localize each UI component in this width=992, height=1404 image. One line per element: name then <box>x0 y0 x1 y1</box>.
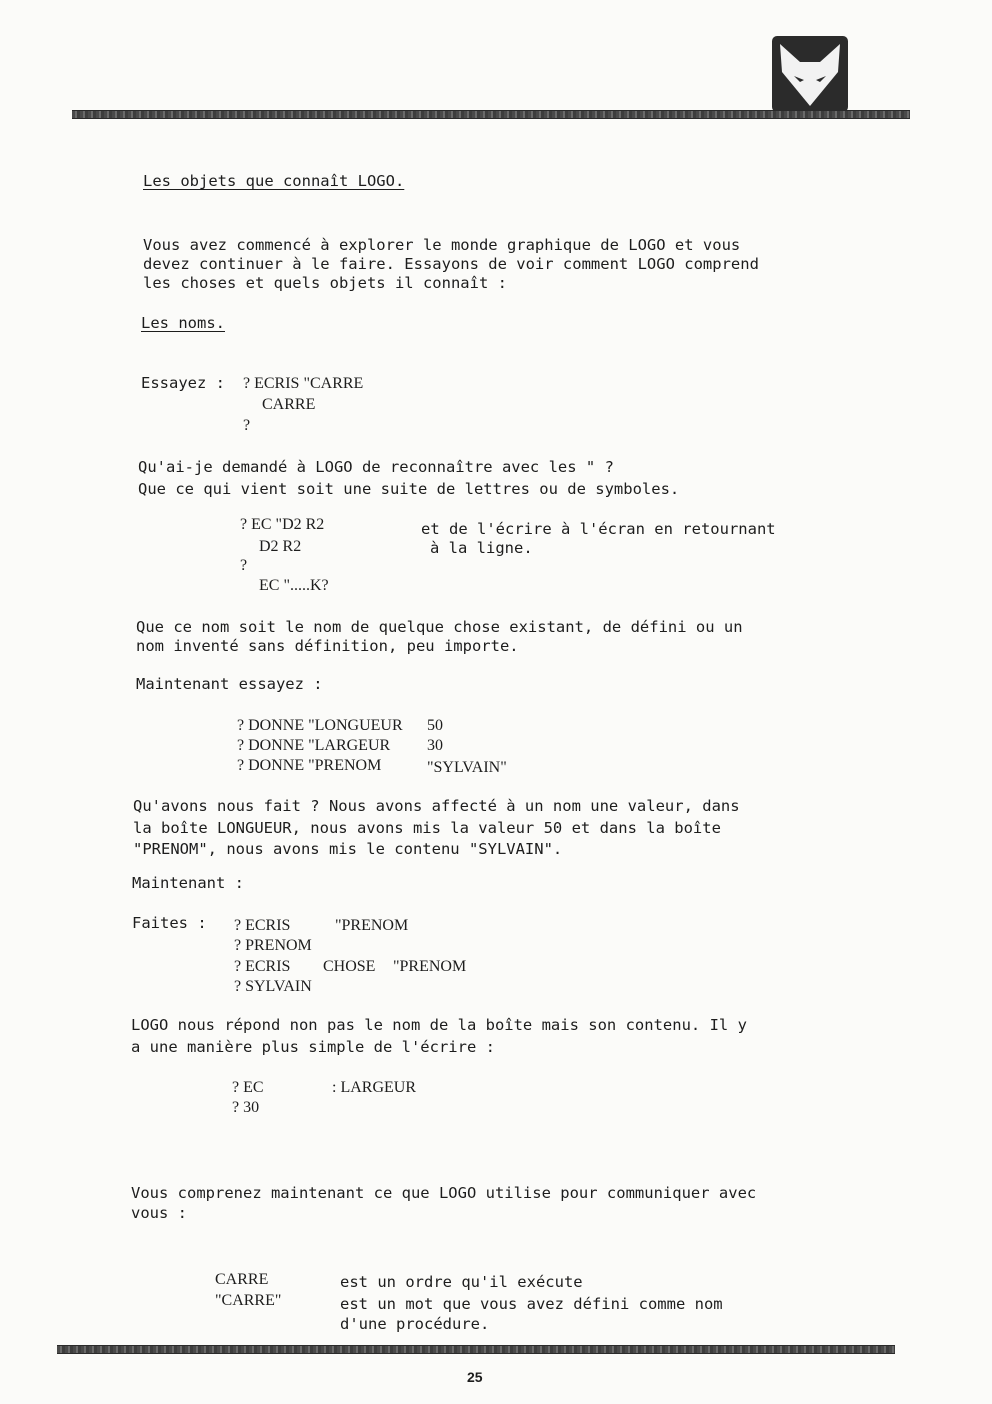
code-line: ? EC "D2 R2 <box>240 516 325 533</box>
code-line: ? SYLVAIN <box>234 978 312 995</box>
question-line: Qu'ai-je demandé à LOGO de reconnaître avec les " ? <box>138 458 614 476</box>
code-line: "PRENOM <box>393 958 467 975</box>
code-line: ? ECRIS <box>234 917 291 934</box>
paragraph-line: nom inventé sans définition, peu importe. <box>136 637 519 655</box>
code-line: ? EC <box>232 1079 264 1096</box>
definition-term: CARRE <box>215 1271 269 1288</box>
code-line: ? <box>240 557 248 574</box>
code-line: CARRE <box>262 396 316 413</box>
essayez-label: Essayez : <box>141 374 225 392</box>
footer-rule <box>57 1345 895 1354</box>
code-line: ? ECRIS "CARRE <box>243 375 364 392</box>
paragraph-line: vous : <box>131 1204 187 1222</box>
paragraph-line: Que ce nom soit le nom de quelque chose existant, de défini ou un <box>136 618 743 636</box>
definition-desc: est un mot que vous avez défini comme nom <box>340 1295 723 1313</box>
code-line: : LARGEUR <box>332 1079 416 1096</box>
code-line: ? ECRIS <box>234 958 291 975</box>
intro-line: Vous avez commencé à explorer le monde graphique de LOGO et vous <box>143 236 741 254</box>
code-value: 30 <box>427 737 443 754</box>
intro-line: les choses et quels objets il connaît : <box>143 274 507 292</box>
code-line: ? DONNE "LARGEUR <box>237 737 391 754</box>
code-line: ? PRENOM <box>234 937 312 954</box>
code-line: "PRENOM <box>335 917 409 934</box>
code-line: ? 30 <box>232 1099 260 1116</box>
section-heading-noms: Les noms. <box>141 314 225 332</box>
paragraph-line: Qu'avons nous fait ? Nous avons affecté à un nom une valeur, dans <box>133 797 740 815</box>
code-line: D2 R2 <box>259 538 302 555</box>
code-line: ? <box>243 417 251 434</box>
ec-note-line: et de l'écrire à l'écran en retournant <box>421 520 776 538</box>
fox-logo-icon <box>772 36 848 112</box>
faites-label: Faites : <box>132 914 207 932</box>
code-line: ? DONNE "LONGUEUR <box>237 717 403 734</box>
page-number: 25 <box>467 1369 483 1385</box>
intro-line: devez continuer à le faire. Essayons de voir comment LOGO comprend <box>143 255 759 273</box>
page-title: Les objets que connaît LOGO. <box>143 172 405 190</box>
code-line: CHOSE <box>323 958 376 975</box>
paragraph-line: Vous comprenez maintenant ce que LOGO utilise pour communiquer avec <box>131 1184 757 1202</box>
paragraph-line: LOGO nous répond non pas le nom de la boîte mais son contenu. Il y <box>131 1016 747 1034</box>
paragraph-line: Maintenant : <box>132 874 244 892</box>
definition-desc: est un ordre qu'il exécute <box>340 1273 583 1291</box>
definition-desc: d'une procédure. <box>340 1315 490 1333</box>
code-line: ? DONNE "PRENOM <box>237 757 382 774</box>
question-line: Que ce qui vient soit une suite de lettres ou de symboles. <box>138 480 680 498</box>
paragraph-line: a une manière plus simple de l'écrire : <box>131 1038 495 1056</box>
paragraph-line: la boîte LONGUEUR, nous avons mis la valeur 50 et dans la boîte <box>133 819 721 837</box>
definition-term: "CARRE" <box>215 1292 282 1309</box>
paragraph-line: Maintenant essayez : <box>136 675 323 693</box>
ec-note-line: à la ligne. <box>430 539 533 557</box>
header-rule <box>72 110 910 119</box>
code-value: "SYLVAIN" <box>427 759 507 776</box>
code-value: 50 <box>427 717 443 734</box>
code-line: EC ".....K? <box>259 577 329 594</box>
paragraph-line: "PRENOM", nous avons mis le contenu "SYLVAIN". <box>133 840 563 858</box>
